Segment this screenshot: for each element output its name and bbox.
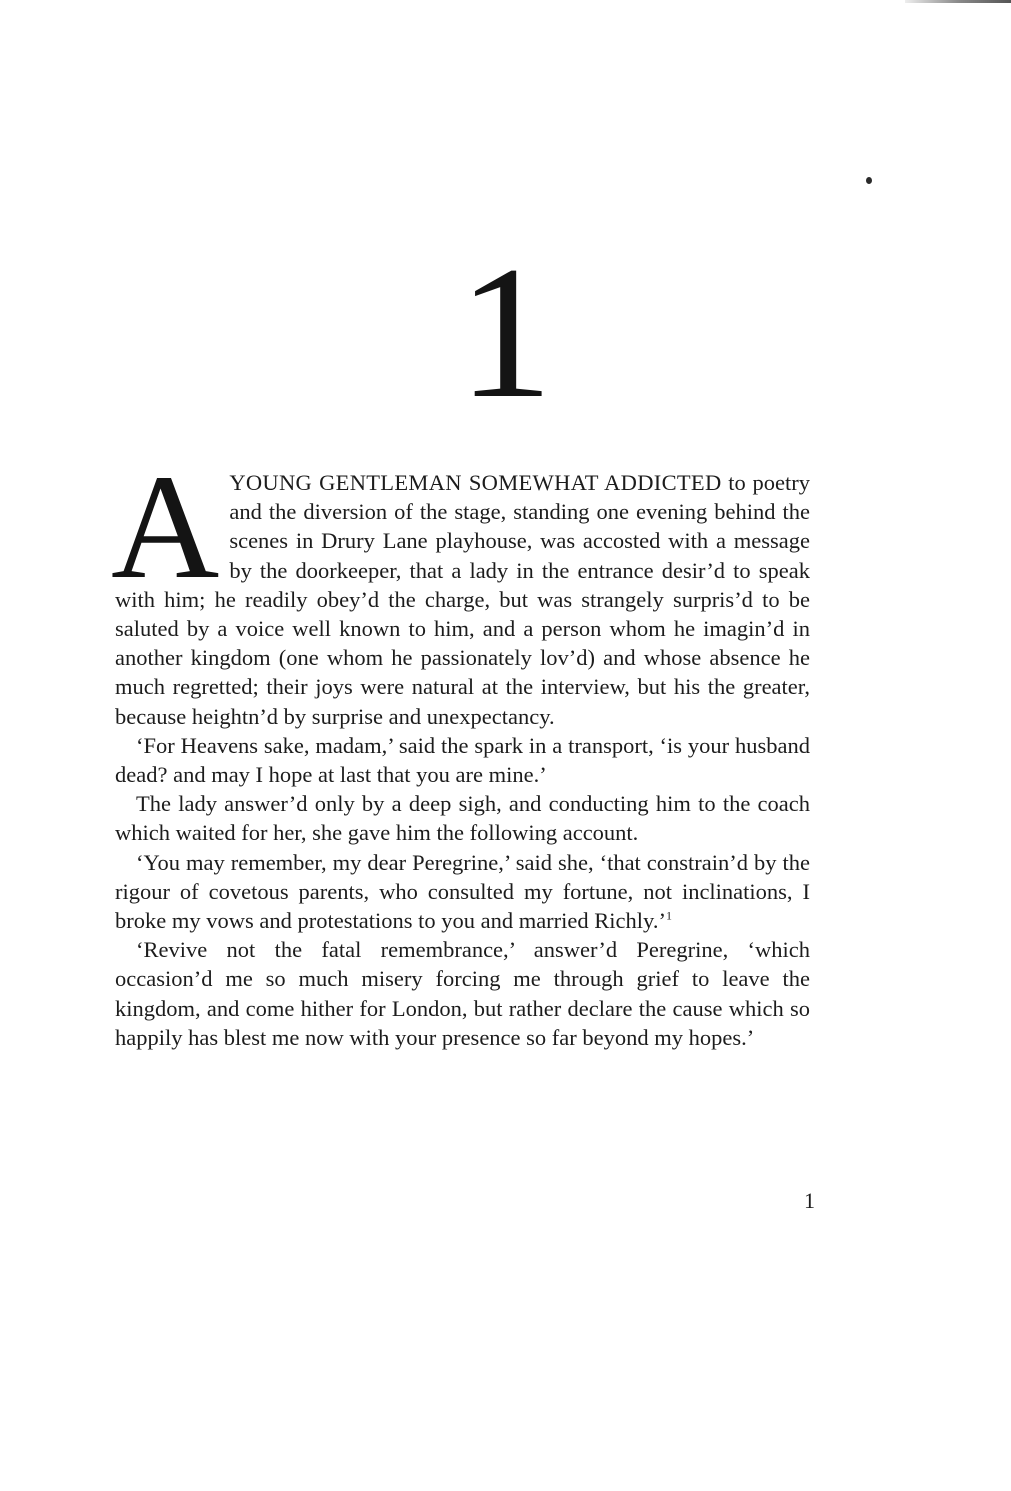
paragraph bbox=[115, 848, 810, 936]
paragraph-text: to poetry and the diversion of the stage, standing one evening behind the scenes in Drury Lane playhouse, was accosted with a message by the doorkeeper, that a lady in the entrance desir’d to speak with him; he readily obey’d the charge, but was strangely surpris’d to be saluted by a voice well known to him, and a person whom he imagin’d in another kingdom (one whom he passionately lov’d) and whose absence he much regretted; their joys were natural at the interview, but his the greater, because heightn’d by surprise and unexpectancy. bbox=[115, 470, 811, 729]
paragraph-text: ‘You may remember, my dear Peregrine,’ said she, ‘that constrain’d by the rigour of covetous parents, who consulted my fortune, not inclinations, I broke my vows and protestations to you and married Richly.’ bbox=[115, 849, 810, 934]
page-number: 1 bbox=[804, 1188, 815, 1213]
ink-speck bbox=[866, 177, 872, 184]
footnote-marker[interactable]: 1 bbox=[665, 908, 672, 923]
paragraph: ‘Revive not the fatal remembrance,’ answer’d Peregrine, ‘which occasion’d me so much misery forcing me through grief to leave the kingdom, and come hither for London, but rather declare the cause which so happily has blest me now with your presence so far beyond my hopes.’ bbox=[115, 937, 810, 1050]
chapter-number: 1 bbox=[458, 228, 553, 438]
paragraph: The lady answer’d only by a deep sigh, and conducting him to the coach which waited for her, she gave him the following account. bbox=[115, 791, 810, 846]
opening-caps: YOUNG GENTLEMAN SOMEWHAT ADDICTED bbox=[229, 470, 722, 495]
scan-edge-shadow bbox=[905, 0, 1011, 3]
drop-cap: A bbox=[111, 444, 220, 610]
opening-paragraph bbox=[111, 444, 811, 731]
paragraph: ‘For Heavens sake, madam,’ said the spark in a transport, ‘is your husband dead? and may I hope at last that you are mine.’ bbox=[115, 732, 810, 788]
chapter-text bbox=[111, 444, 811, 1052]
